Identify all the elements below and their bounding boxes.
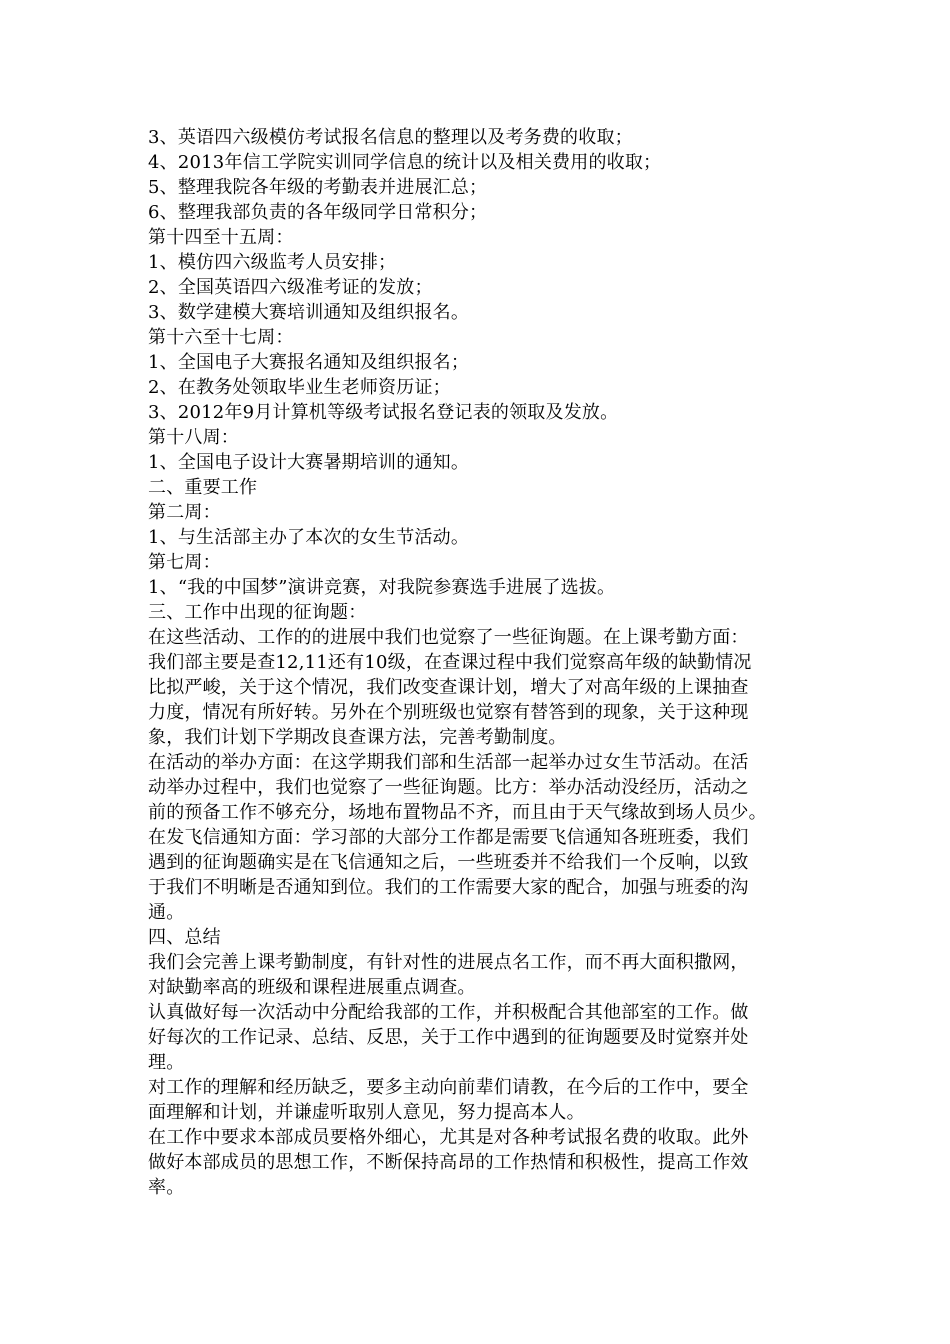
text-line: 2、全国英语四六级准考证的发放； [148, 277, 433, 298]
text-line: 3、2012年9月计算机等级考试报名登记表的领取及发放。 [148, 402, 619, 423]
text-line: 2、在教务处领取毕业生老师资历证； [148, 377, 451, 398]
text-line: 4、2013年信工学院实训同学信息的统计以及相关费用的收取； [148, 152, 662, 173]
text-line: 第十四至十五周： [148, 227, 294, 248]
text-line: 3、英语四六级模仿考试报名信息的整理以及考务费的收取； [148, 127, 633, 148]
text-line: 三、工作中出现的征询题： [148, 602, 367, 623]
text-line: 6、整理我部负责的各年级同学日常积分； [148, 202, 488, 223]
text-line: 在工作中要求本部成员要格外细心，尤其是对各种考试报名费的收取。此外 [148, 1127, 749, 1148]
text-line: 理。 [148, 1052, 185, 1073]
text-line: 动举办过程中，我们也觉察了一些征询题。比方：举办活动没经历，活动之 [148, 777, 749, 798]
text-line: 遇到的征询题确实是在飞信通知之后，一些班委并不给我们一个反响，以致 [148, 852, 749, 873]
text-line: 象，我们计划下学期改良查课方法，完善考勤制度。 [148, 727, 567, 748]
text-line: 第二周： [148, 502, 221, 523]
text-line: 比拟严峻，关于这个情况，我们改变查课计划，增大了对高年级的上课抽查 [148, 677, 749, 698]
text-line: 二、重要工作 [148, 477, 258, 498]
text-line: 我们会完善上课考勤制度，有针对性的进展点名工作，而不再大面积撒网， [148, 952, 749, 973]
text-line: 1、全国电子设计大赛暑期培训的通知。 [148, 452, 470, 473]
text-line: 于我们不明晰是否通知到位。我们的工作需要大家的配合，加强与班委的沟 [148, 877, 749, 898]
text-line: 做好本部成员的思想工作，不断保持高昂的工作热情和积极性，提高工作效 [148, 1152, 749, 1173]
text-line: 对工作的理解和经历缺乏，要多主动向前辈们请教，在今后的工作中，要全 [148, 1077, 749, 1098]
text-line: 前的预备工作不够充分，场地布置物品不齐，而且由于天气缘故到场人员少。 [148, 802, 767, 823]
text-line: 我们部主要是查12,11还有10级，在查课过程中我们觉察高年级的缺勤情况 [148, 652, 752, 673]
text-line: 第十八周： [148, 427, 239, 448]
text-line: 1、与生活部主办了本次的女生节活动。 [148, 527, 470, 548]
text-line: 对缺勤率高的班级和课程进展重点调查。 [148, 977, 476, 998]
text-line: 面理解和计划，并谦虚听取别人意见，努力提高本人。 [148, 1102, 585, 1123]
text-line: 5、整理我院各年级的考勤表并进展汇总； [148, 177, 488, 198]
text-line: 四、总结 [148, 927, 221, 948]
text-line: 1、全国电子大赛报名通知及组织报名； [148, 352, 470, 373]
text-line: 在发飞信通知方面：学习部的大部分工作都是需要飞信通知各班班委，我们 [148, 827, 749, 848]
text-line: 率。 [148, 1177, 185, 1198]
document-body [148, 125, 808, 1200]
text-line: 认真做好每一次活动中分配给我部的工作，并积极配合其他部室的工作。做 [148, 1002, 749, 1023]
text-line: 第七周： [148, 552, 221, 573]
text-line: 力度，情况有所好转。另外在个别班级也觉察有替答到的现象，关于这种现 [148, 702, 749, 723]
text-line: 第十六至十七周： [148, 327, 294, 348]
text-line: 好每次的工作记录、总结、反思，关于工作中遇到的征询题要及时觉察并处 [148, 1027, 749, 1048]
text-line: 通。 [148, 902, 185, 923]
text-line: 在活动的举办方面：在这学期我们部和生活部一起举办过女生节活动。在活 [148, 752, 749, 773]
text-line: 1、模仿四六级监考人员安排； [148, 252, 397, 273]
text-line: 在这些活动、工作的的进展中我们也觉察了一些征询题。在上课考勤方面： [148, 627, 749, 648]
text-line: 1、“我的中国梦”演讲竞赛，对我院参赛选手进展了选拔。 [148, 577, 616, 598]
text-line: 3、数学建模大赛培训通知及组织报名。 [148, 302, 470, 323]
